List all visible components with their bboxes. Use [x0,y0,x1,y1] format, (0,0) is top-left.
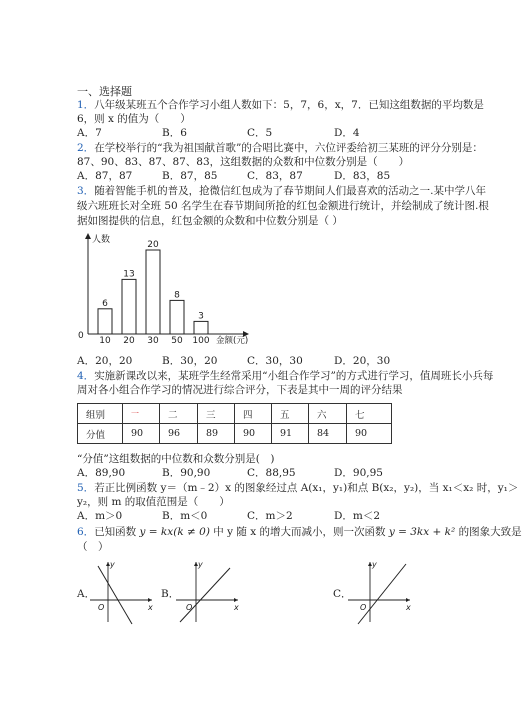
table-header-row [78,404,392,424]
svg-text:O: O [360,603,367,612]
question-3-line-3: 据如图提供的信息，红包金额的众数和中位数分别是（ ） [77,215,343,227]
bar-10 [98,309,112,334]
question-1-line-1: 1．八年级某班五个合作学习小组人数如下：5，7，6，x，7．已知这组数据的平均数是 [77,99,484,111]
svg-text:y: y [110,560,115,569]
q6-option-a-label: A． [77,588,96,600]
bar-value-label: 13 [123,269,135,280]
q3-option-a: A．20，20 [77,355,133,367]
bar-50 [170,300,184,334]
table-header-cell: 七 [347,404,392,424]
bar-30 [146,250,160,334]
formula-direct-variation: y = kx(k ≠ 0) [139,526,210,538]
bar-value-label: 20 [147,240,159,250]
table-header-cell: 六 [309,404,347,424]
question-4-line-1: 4．实施新课改以来，某班学生经常采用“小组合作学习”的方式进行学习，值周班长小兵每 [77,370,494,382]
x-axis-label: 金额(元) [216,336,249,346]
question-3-line-1: 3．随着智能手机的普及，抢微信红包成为了春节期间人们最喜欢的活动之一.某中学八年 [77,185,487,197]
table-cell: 84 [309,424,347,444]
q2-option-d: D．83，85 [334,170,391,182]
x-tick-label: 50 [171,336,183,346]
svg-text:x: x [406,603,411,612]
q6-option-a-graph [86,558,158,626]
x-tick-label: 20 [123,336,135,346]
table-header-cell: 五 [272,404,309,424]
y-axis-label: 人数 [92,235,111,245]
svg-text:y: y [198,560,203,569]
question-2-line-2: 87、90、83、87、87、83，这组数据的众数和中位数分别是（ ） [77,156,410,168]
q1-option-a: A．7 [77,127,102,139]
question-4-after-table: “分值”这组数据的中位数和众数分别是( ) [77,453,275,465]
table-header-cell: 二 [160,404,198,424]
svg-text:O: O [186,603,193,612]
x-tick-label: 100 [192,336,210,346]
q3-option-d: D．20，30 [334,355,391,367]
table-header-cell: 三 [198,404,235,424]
q5-option-d: D．m＜2 [334,510,381,522]
q1-option-c: C．5 [247,127,273,139]
q2-option-b: B．87，85 [162,170,218,182]
table-header-cell-first-group: 一 [123,404,160,424]
question-4-line-2: 周对各小组合作学习的情况进行综合评分，下表是其中一周的评分结果 [77,384,403,396]
q4-option-d: D．90,95 [334,467,383,479]
bar-100 [194,321,208,334]
x-tick-label: 30 [147,336,159,346]
q1-option-b: B．6 [162,127,187,139]
table-row-label: 分值 [78,424,123,444]
svg-text:x: x [148,603,153,612]
table-header-cell: 四 [235,404,272,424]
svg-text:O: O [98,603,105,612]
table-cell: 89 [198,424,235,444]
table-cell: 90 [235,424,272,444]
q4-option-a: A．89,90 [77,467,126,479]
q5-option-c: C．m＞2 [247,510,293,522]
bar-value-label: 3 [198,311,204,322]
q6-option-b-graph [172,558,244,626]
section-title: 一、选择题 [77,85,132,98]
table-row [78,424,392,444]
red-packet-bar-chart [70,228,260,346]
q1-option-d: D．4 [334,127,360,139]
table-cell: 90 [347,424,392,444]
question-2-line-1: 2．在学校举行的“我为祖国献首歌”的合唱比赛中，六位评委给初三某班的评分分别是： [77,142,483,154]
bar-value-label: 8 [174,290,180,301]
question-6-line-2: （ ） [77,541,109,553]
x-tick-label: 10 [99,336,111,346]
origin-label: 0 [78,331,84,341]
formula-linear-function: y = 3kx + k² [388,526,456,538]
table-cell: 90 [123,424,160,444]
svg-text:x: x [234,603,239,612]
q2-option-a: A．87，87 [77,170,133,182]
q2-option-c: C．83，87 [247,170,303,182]
q3-option-c: C．30，30 [247,355,303,367]
q6-option-c-label: C． [333,588,352,600]
q5-option-b: B．m＜0 [162,510,208,522]
q3-option-b: B．30，20 [162,355,218,367]
q6-option-b-label: B． [161,588,180,600]
bar-value-label: 6 [102,298,108,309]
svg-text:y: y [372,560,377,569]
question-1-line-2: 6，则 x 的值为（ ） [77,113,191,125]
q4-option-c: C．88,95 [247,467,296,479]
question-3-line-2: 级六班班长对全班 50 名学生在春节期间所抢的红包金额进行统计，并绘制成了统计图.根 [77,200,489,212]
table-cell: 91 [272,424,309,444]
table-header-cell: 组别 [78,404,123,424]
question-5-line-1: 5．若正比例函数 y＝（m﹣2）x 的图象经过点 A(x₁，y₁)和点 B(x₂，y₂)，当 x₁＜x₂ 时，y₁＞ [77,482,519,494]
question-5-line-2: y₂，则 m 的取值范围是（ ） [77,496,230,508]
table-cell: 96 [160,424,198,444]
q4-option-b: B．90,90 [162,467,211,479]
bar-20 [122,279,136,334]
q5-option-a: A．m＞0 [77,510,123,522]
score-table [77,403,392,444]
question-6-line-1: 6．已知函数 y = kx(k ≠ 0) 中 y 随 x 的增大而减小，则一次函数 y = 3kx + k² 的图象大致是 [77,526,522,538]
q6-option-c-graph [344,558,416,626]
